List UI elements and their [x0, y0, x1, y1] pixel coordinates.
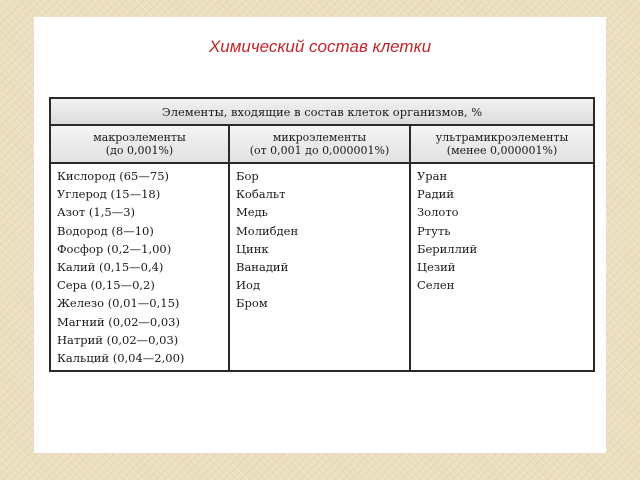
list-item: Радий: [417, 187, 455, 202]
list-item: Цезий: [417, 260, 456, 275]
column-range: (до 0,001%): [105, 144, 174, 157]
micro-cell: [229, 163, 410, 371]
list-item: Кальций (0,04—2,00): [57, 351, 185, 366]
list-item: Иод: [236, 278, 261, 293]
list-item: Цинк: [236, 241, 269, 256]
list-item: Ртуть: [417, 223, 451, 238]
list-item: Бром: [236, 296, 268, 311]
list-item: Уран: [417, 169, 448, 183]
column-header-ultramicro: [410, 125, 594, 163]
list-item: Кобальт: [236, 187, 286, 202]
list-item: Медь: [236, 205, 268, 220]
column-name: микроэлементы: [272, 131, 367, 144]
list-item: Ванадий: [236, 260, 289, 275]
list-item: Кислород (65—75): [57, 169, 169, 183]
list-item: Сера (0,15—0,2): [57, 278, 155, 293]
list-item: Углерод (15—18): [57, 187, 161, 202]
list-item: Натрий (0,02—0,03): [57, 332, 179, 347]
macro-cell: [50, 163, 229, 371]
list-item: Бериллий: [417, 241, 478, 256]
column-range: (от 0,001 до 0,000001%): [249, 144, 390, 157]
table-header-row: [50, 98, 594, 125]
column-name: макроэлементы: [93, 131, 186, 144]
list-item: Калий (0,15—0,4): [57, 260, 164, 275]
list-item: Азот (1,5—3): [57, 205, 136, 220]
elements-table: [49, 97, 595, 372]
list-item: Железо (0,01—0,15): [57, 296, 180, 311]
list-item: Магний (0,02—0,03): [57, 314, 180, 329]
list-item: Водород (8—10): [57, 223, 154, 238]
list-item: Фосфор (0,2—1,00): [57, 241, 172, 256]
ultramicro-cell: [410, 163, 594, 371]
table-body-row: [50, 163, 594, 371]
column-header-micro: [229, 125, 410, 163]
slide-title: Химический состав клетки: [208, 37, 432, 56]
table-header: Элементы, входящие в состав клеток организмов, %: [50, 98, 594, 125]
slide: [34, 17, 606, 453]
column-name: ультрамикроэлементы: [435, 131, 569, 144]
list-item: Молибден: [236, 223, 299, 238]
column-header-macro: [50, 125, 229, 163]
column-range: (менее 0,000001%): [446, 144, 558, 157]
column-header-row: [50, 125, 594, 163]
list-item: Бор: [236, 169, 259, 183]
list-item: Селен: [417, 278, 455, 293]
list-item: Золото: [417, 205, 459, 220]
